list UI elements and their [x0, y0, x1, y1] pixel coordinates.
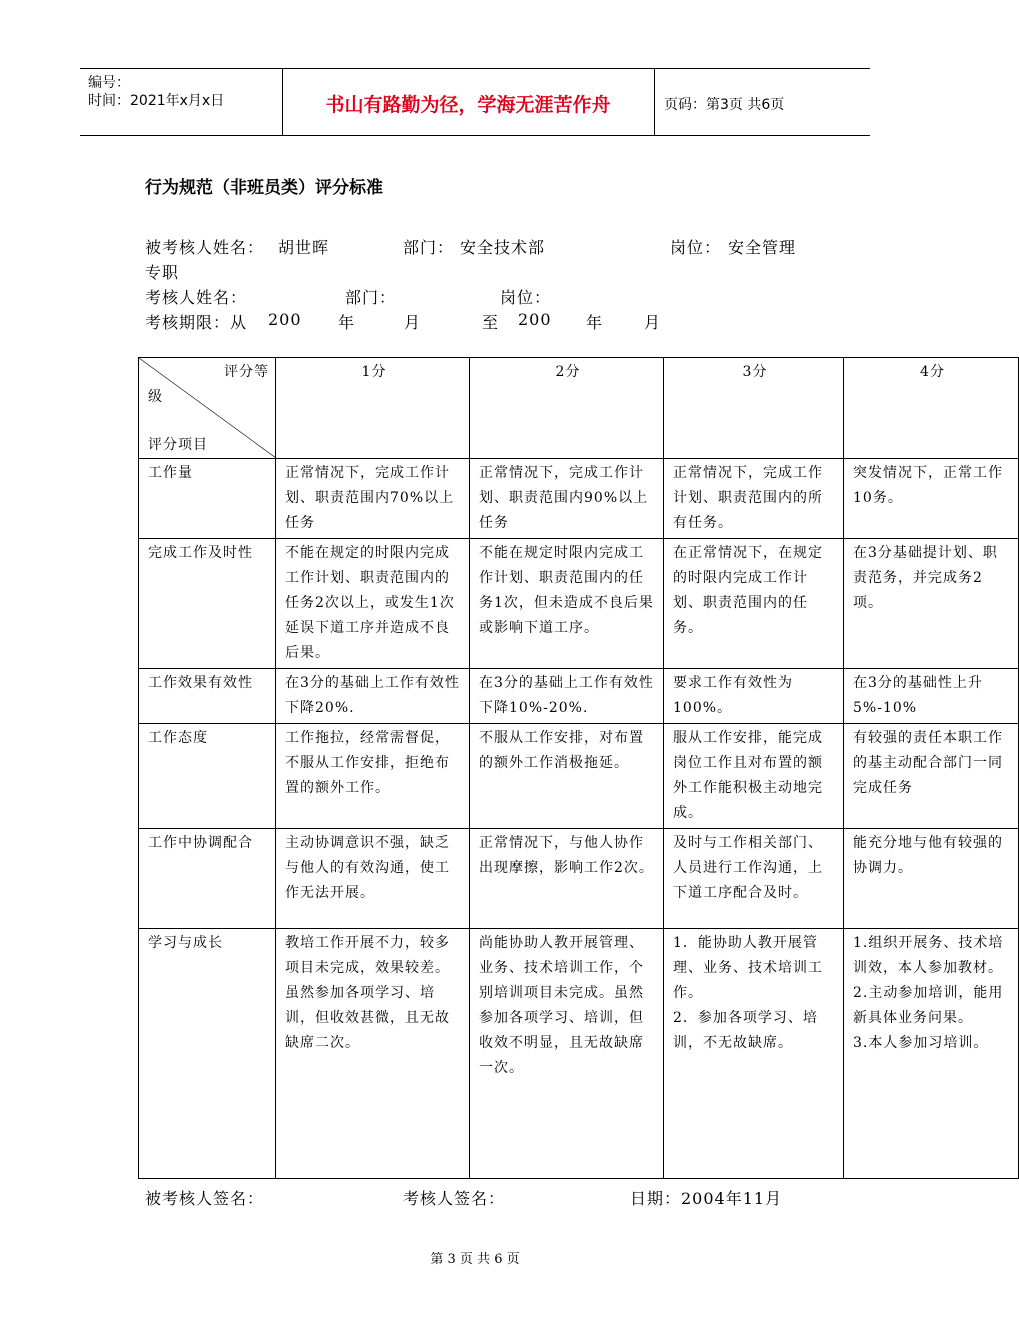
corner-label-grade-cont: 级 — [148, 389, 163, 405]
table-cell: 工作拖拉，经常需督促，不服从工作安排，拒绝布置的额外工作。 — [276, 724, 470, 829]
page-code: 页码：第3页 共6页 — [664, 97, 785, 113]
item-attitude: 工作态度 — [139, 724, 276, 829]
table-cell: 能充分地与他有较强的协调力。 — [844, 829, 1019, 929]
level-header-4: 4分 — [844, 358, 1019, 459]
table-header-row — [139, 358, 1019, 459]
table-cell: 尚能协助人教开展管理、业务、技术培训工作，个别培训项目未完成。虽然参加各项学习、培训，但收效不明显，且无故缺席一次。 — [470, 929, 664, 1179]
period-year-end: 200 — [518, 310, 552, 329]
table-cell: 不能在规定的时限内完成工作计划、职责范围内的任务2次以上，或发生1次延误下道工序并造成不良后果。 — [276, 539, 470, 669]
table-cell: 教培工作开展不力，较多项目未完成，效果较差。虽然参加各项学习、培训，但收效甚微，且无故缺席二次。 — [276, 929, 470, 1179]
diagonal-corner-cell — [139, 358, 276, 459]
assessor-name-label: 考核人姓名： — [145, 288, 248, 307]
table-row — [139, 459, 1019, 539]
table-cell: 正常情况下，完成工作计划、职责范围内70%以上任务 — [276, 459, 470, 539]
examinee-name-label: 被考核人姓名： — [145, 238, 265, 257]
table-cell: 有较强的责任本职工作的基主动配合部门一同完成任务 — [844, 724, 1019, 829]
table-cell: 在3分的基础上工作有效性下降20%. — [276, 669, 470, 724]
period-to-char: 至 — [482, 313, 500, 332]
header-top-rule — [80, 68, 870, 69]
header-bottom-rule — [80, 135, 870, 136]
table-cell: 突发情况下，正常工作10务。 — [844, 459, 1019, 539]
level-header-2: 2分 — [470, 358, 664, 459]
item-workload: 工作量 — [139, 459, 276, 539]
table-cell: 正常情况下，完成工作计划、职责范围内的所有任务。 — [664, 459, 844, 539]
assessor-post-label: 岗位： — [500, 288, 552, 307]
doc-time-label: 时间：2021年x月x日 — [88, 93, 225, 109]
corner-label-item: 评分项目 — [148, 437, 208, 453]
table-cell: 不服从工作安排，对布置的额外工作消极拖延。 — [470, 724, 664, 829]
item-effectiveness: 工作效果有效性 — [139, 669, 276, 724]
examinee-signature-label: 被考核人签名： — [145, 1189, 265, 1208]
period-year-char-1: 年 — [338, 313, 356, 332]
table-cell: 在正常情况下，在规定的时限内完成工作计划、职责范围内的任务。 — [664, 539, 844, 669]
rubric-table — [138, 357, 1019, 1179]
level-header-1: 1分 — [276, 358, 470, 459]
doc-number-label: 编号： — [88, 75, 130, 91]
table-row — [139, 669, 1019, 724]
table-cell: 正常情况下，完成工作计划、职责范围内90%以上任务 — [470, 459, 664, 539]
table-cell: 及时与工作相关部门、人员进行工作沟通，上下道工序配合及时。 — [664, 829, 844, 929]
table-cell: 1.组织开展务、技术培训效，本人参加教材。 2.主动参加培训，能用新具体业务问果。 3.本人参加习培训。 — [844, 929, 1019, 1179]
table-cell: 主动协调意识不强，缺乏与他人的有效沟通，使工作无法开展。 — [276, 829, 470, 929]
period-label: 考核期限：从 — [145, 313, 248, 332]
table-cell: 在3分的基础上工作有效性下降10%-20%. — [470, 669, 664, 724]
examinee-post-continued: 专职 — [145, 263, 180, 282]
table-cell: 在3分基础提计划、职责范务，并完成务2项。 — [844, 539, 1019, 669]
period-year-char-2: 年 — [586, 313, 604, 332]
item-timeliness: 完成工作及时性 — [139, 539, 276, 669]
examinee-dept-label: 部门： — [403, 238, 455, 257]
table-row — [139, 929, 1019, 1179]
header-divider-right — [654, 68, 655, 136]
page-footer: 第 3 页 共 6 页 — [430, 1252, 520, 1267]
table-cell: 正常情况下，与他人协作出现摩擦，影响工作2次。 — [470, 829, 664, 929]
table-cell: 1．能协助人教开展管理、业务、技术培训工作。 2．参加各项学习、培训，不无故缺席。 — [664, 929, 844, 1179]
signature-date: 日期：2004年11月 — [630, 1189, 783, 1208]
table-cell: 服从工作安排，能完成岗位工作且对布置的额外工作能积极主动地完成。 — [664, 724, 844, 829]
document-title: 行为规范（非班员类）评分标准 — [145, 178, 383, 198]
table-row — [139, 829, 1019, 929]
table-cell: 在3分的基础性上升5%-10% — [844, 669, 1019, 724]
header-motto: 书山有路勤为径，学海无涯苦作舟 — [325, 94, 611, 116]
table-row — [139, 724, 1019, 829]
period-month-char-1: 月 — [404, 313, 422, 332]
examinee-name: 胡世晖 — [278, 238, 330, 257]
table-cell: 不能在规定时限内完成工作计划、职责范围内的任务1次，但未造成不良后果或影响下道工序。 — [470, 539, 664, 669]
assessor-dept-label: 部门： — [345, 288, 397, 307]
level-header-3: 3分 — [664, 358, 844, 459]
table-row — [139, 539, 1019, 669]
corner-label-grade: 评分等 — [224, 364, 269, 380]
assessor-signature-label: 考核人签名： — [403, 1189, 506, 1208]
period-year-start: 200 — [268, 310, 302, 329]
item-coordination: 工作中协调配合 — [139, 829, 276, 929]
examinee-post-label: 岗位： — [670, 238, 722, 257]
table-cell: 要求工作有效性为100%。 — [664, 669, 844, 724]
examinee-post: 安全管理 — [728, 238, 797, 257]
period-month-char-2: 月 — [644, 313, 662, 332]
rubric-table-container — [138, 357, 1004, 1160]
item-learning-growth: 学习与成长 — [139, 929, 276, 1179]
examinee-dept: 安全技术部 — [460, 238, 546, 257]
